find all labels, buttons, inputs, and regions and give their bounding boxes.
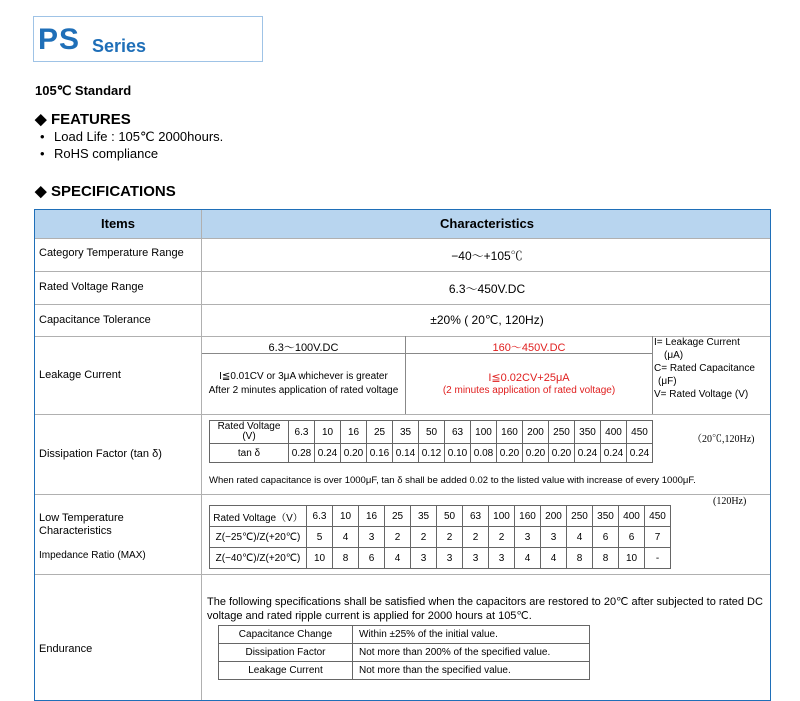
row-divider (35, 304, 771, 305)
endurance-value: Within ±25% of the initial value. (353, 626, 590, 644)
df-voltage-cell: 350 (575, 421, 601, 444)
low-temp-label-line: Characteristics (39, 525, 112, 537)
specifications-title: SPECIFICATIONS (51, 183, 176, 200)
legend-line: C= Rated Capacitance (654, 363, 755, 374)
row-divider (35, 238, 771, 239)
lt-r1-cell: 2 (463, 527, 489, 548)
endurance-text (207, 595, 763, 623)
df-tan-cell: 0.24 (315, 444, 341, 463)
lt-r1-cell: 6 (619, 527, 645, 548)
lt-r1-cell: 5 (307, 527, 333, 548)
df-tan-cell: 0.24 (601, 444, 627, 463)
endurance-line: voltage and rated ripple current is applied for 2000 hours at 105℃. (207, 610, 532, 622)
header-items: Items (35, 210, 201, 238)
endurance-value: Not more than 200% of the specified value. (353, 644, 590, 662)
lt-r1-cell: 2 (411, 527, 437, 548)
features-heading (35, 110, 131, 128)
leakage-legend (654, 336, 755, 401)
cap-tol-label: Capacitance Tolerance (39, 314, 151, 326)
df-rv-label: Rated Voltage (V) (210, 421, 289, 444)
cap-tol-value: ±20% ( 20℃, 120Hz) (430, 313, 544, 327)
df-tan-cell: 0.28 (289, 444, 315, 463)
lt-r1-cell: 2 (489, 527, 515, 548)
lt-r2-cell: 8 (333, 548, 359, 569)
lt-condition: (120Hz) (713, 496, 747, 507)
features-title: FEATURES (51, 111, 131, 128)
lt-r2-cell: 3 (489, 548, 515, 569)
row-divider (35, 271, 771, 272)
df-note: When rated capacitance is over 1000μF, tan δ shall be added 0.02 to the listed value with increase of every 1000μF. (209, 475, 696, 486)
df-voltage-cell: 100 (471, 421, 497, 444)
df-voltage-cell: 400 (601, 421, 627, 444)
bullet-icon: • (40, 146, 45, 161)
leakage-divider (652, 336, 653, 414)
lt-voltage-cell: 250 (567, 506, 593, 527)
lt-r1-cell: 7 (645, 527, 671, 548)
lt-r1-cell: 3 (359, 527, 385, 548)
endurance-key: Capacitance Change (219, 626, 353, 644)
df-voltage-cell: 160 (497, 421, 523, 444)
leakage-high-line1: I≦0.02CV+25μA (488, 372, 570, 384)
df-voltage-cell: 35 (393, 421, 419, 444)
leakage-label: Leakage Current (39, 369, 121, 381)
leakage-high-line2: (2 minutes application of rated voltage) (442, 385, 616, 396)
leakage-low-line2: After 2 minutes application of rated voltage (208, 385, 399, 396)
row-divider (35, 494, 771, 495)
lt-voltage-cell: 100 (489, 506, 515, 527)
lt-voltage-cell: 50 (437, 506, 463, 527)
endurance-row (219, 644, 590, 662)
row-divider (35, 414, 771, 415)
endurance-row (219, 626, 590, 644)
lt-r2-cell: 6 (359, 548, 385, 569)
df-tan-cell: 0.16 (367, 444, 393, 463)
lt-r1-cell: 3 (541, 527, 567, 548)
feature-item (40, 129, 223, 145)
df-tan-label: tan δ (210, 444, 289, 463)
df-voltage-cell: 63 (445, 421, 471, 444)
endurance-label: Endurance (39, 643, 93, 655)
legend-line: (μA) (664, 350, 684, 361)
lt-r2-cell: 4 (541, 548, 567, 569)
df-voltage-cell: 6.3 (289, 421, 315, 444)
lt-r2-cell: 8 (593, 548, 619, 569)
logo-series: Series (92, 36, 147, 56)
feature-text: Load Life : 105℃ 2000hours. (54, 129, 224, 144)
leakage-high-head: 160～450V.DC (492, 342, 566, 354)
lt-rv-label: Rated Voltage（V） (210, 506, 307, 527)
df-tan-cell: 0.24 (575, 444, 601, 463)
specifications-table (34, 209, 771, 701)
endurance-value: Not more than the specified value. (353, 662, 590, 680)
lt-voltage-cell: 16 (359, 506, 385, 527)
df-voltage-cell: 16 (341, 421, 367, 444)
lt-r1-label: Z(−25℃)/Z(+20℃) (210, 527, 307, 548)
lt-r1-cell: 2 (385, 527, 411, 548)
cat-temp-label: Category Temperature Range (39, 247, 184, 259)
df-voltage-cell: 25 (367, 421, 393, 444)
lt-voltage-cell: 450 (645, 506, 671, 527)
df-voltage-cell: 50 (419, 421, 445, 444)
lt-r2-cell: 8 (567, 548, 593, 569)
leakage-low-head: 6.3～100V.DC (268, 342, 339, 354)
lt-r1-cell: 6 (593, 527, 619, 548)
lt-r2-cell: 3 (411, 548, 437, 569)
rated-voltage-label: Rated Voltage Range (39, 281, 144, 293)
diamond-icon: ◆ (35, 111, 47, 128)
lt-r1-cell: 4 (333, 527, 359, 548)
lt-r2-cell: 4 (515, 548, 541, 569)
df-voltage-cell: 10 (315, 421, 341, 444)
lt-r2-cell: 3 (463, 548, 489, 569)
specifications-heading (35, 182, 176, 200)
lt-r1-cell: 2 (437, 527, 463, 548)
lt-voltage-cell: 160 (515, 506, 541, 527)
endurance-table (218, 625, 590, 680)
lt-r2-cell: 10 (619, 548, 645, 569)
endurance-row (219, 662, 590, 680)
dissipation-table (209, 420, 653, 463)
feature-text: RoHS compliance (54, 146, 159, 161)
df-tan-cell: 0.20 (549, 444, 575, 463)
legend-line: V= Rated Voltage (V) (654, 389, 749, 400)
low-temp-label-line: Low Temperature (39, 512, 124, 524)
lt-voltage-cell: 63 (463, 506, 489, 527)
lt-r2-cell: - (645, 548, 671, 569)
rated-voltage-value: 6.3～450V.DC (448, 282, 526, 296)
bullet-icon: • (40, 129, 45, 144)
lt-r1-cell: 3 (515, 527, 541, 548)
series-logo (33, 16, 263, 62)
endurance-key: Leakage Current (219, 662, 353, 680)
df-tan-cell: 0.20 (497, 444, 523, 463)
lt-voltage-cell: 10 (333, 506, 359, 527)
logo-ps: PS (38, 23, 81, 56)
endurance-line: The following specifications shall be satisfied when the capacitors are restored to 20℃ after subjected to rated DC (207, 596, 763, 608)
leakage-low-line1: I≦0.01CV or 3μA whichever is greater (219, 371, 388, 382)
endurance-key: Dissipation Factor (219, 644, 353, 662)
diamond-icon: ◆ (35, 183, 47, 200)
df-tan-cell: 0.24 (627, 444, 653, 463)
standard-label: 105℃ Standard (35, 83, 132, 98)
lt-r2-cell: 10 (307, 548, 333, 569)
df-tan-cell: 0.20 (341, 444, 367, 463)
lt-voltage-cell: 35 (411, 506, 437, 527)
lt-r2-label: Z(−40℃)/Z(+20℃) (210, 548, 307, 569)
df-tan-cell: 0.20 (523, 444, 549, 463)
lt-voltage-cell: 200 (541, 506, 567, 527)
df-tan-cell: 0.10 (445, 444, 471, 463)
df-condition: （20℃,120Hz) (692, 434, 755, 445)
df-voltage-cell: 200 (523, 421, 549, 444)
legend-line: I= Leakage Current (654, 337, 740, 348)
row-divider (35, 574, 771, 575)
cat-temp-value: −40～+105℃ (451, 249, 523, 263)
low-temp-label (39, 512, 124, 538)
low-temp-table (209, 505, 671, 569)
header-characteristics: Characteristics (202, 210, 771, 238)
impedance-label: Impedance Ratio (MAX) (39, 550, 146, 561)
lt-r1-cell: 4 (567, 527, 593, 548)
lt-r2-cell: 3 (437, 548, 463, 569)
lt-voltage-cell: 350 (593, 506, 619, 527)
df-voltage-cell: 450 (627, 421, 653, 444)
lt-voltage-cell: 25 (385, 506, 411, 527)
df-tan-cell: 0.08 (471, 444, 497, 463)
legend-line: (μF) (658, 376, 677, 387)
lt-voltage-cell: 6.3 (307, 506, 333, 527)
lt-r2-cell: 4 (385, 548, 411, 569)
lt-voltage-cell: 400 (619, 506, 645, 527)
df-voltage-cell: 250 (549, 421, 575, 444)
dissipation-label: Dissipation Factor (tan δ) (39, 448, 162, 460)
df-tan-cell: 0.14 (393, 444, 419, 463)
df-tan-cell: 0.12 (419, 444, 445, 463)
feature-item (40, 146, 158, 161)
